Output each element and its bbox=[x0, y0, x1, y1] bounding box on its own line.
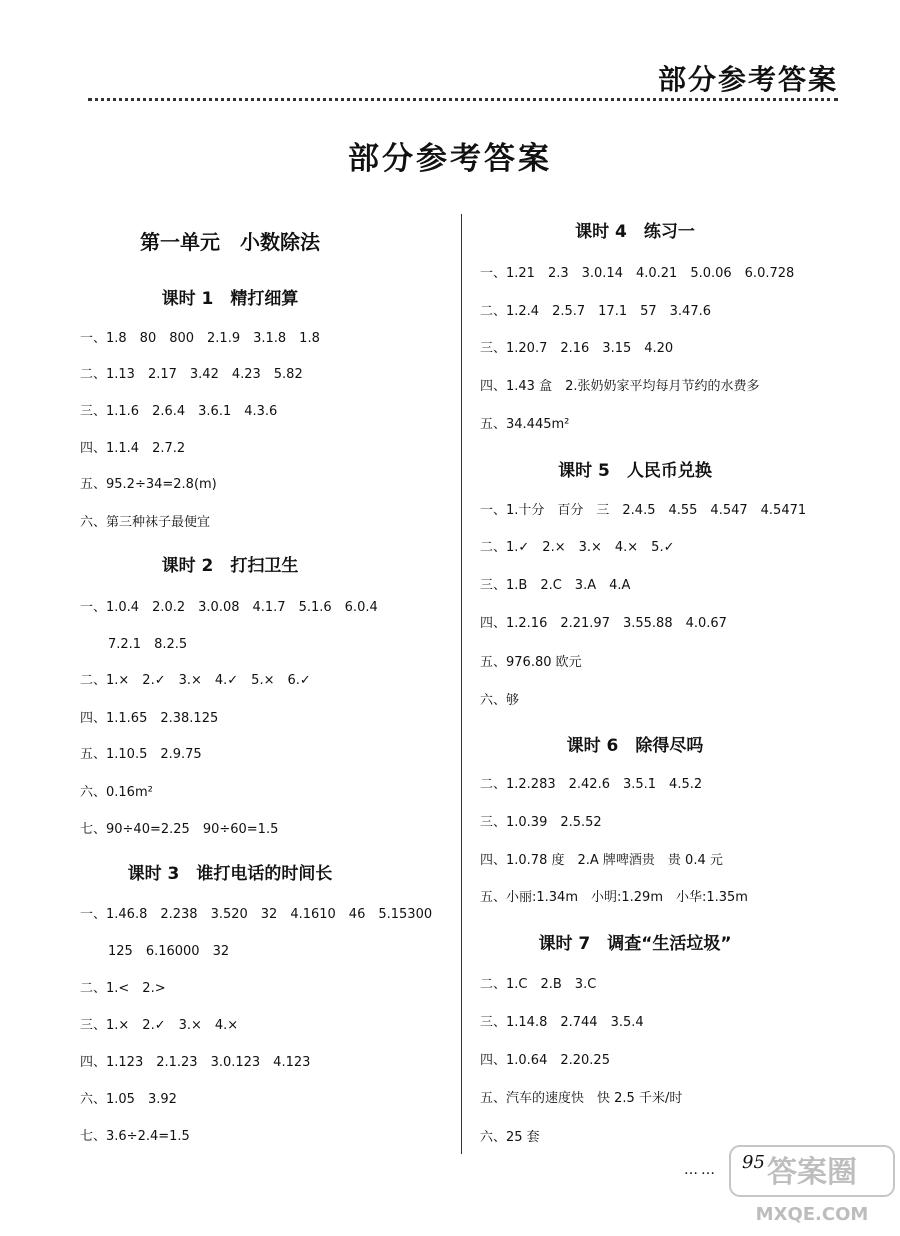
answer-line: 二、1.× 2.✓ 3.× 4.✓ 5.× 6.✓ bbox=[80, 673, 311, 688]
answer-line: 三、1.1.6 2.6.4 3.6.1 4.3.6 bbox=[80, 404, 278, 419]
svg-text:答案圈: 答案圈 bbox=[767, 1155, 857, 1190]
answer-line: 五、95.2÷34=2.8(m) bbox=[80, 477, 217, 492]
answer-line: 四、1.0.78 度 2.A 牌啤酒贵 贵 0.4 元 bbox=[480, 853, 723, 868]
lesson-title: 课时 7 调查“生活垃圾” bbox=[538, 934, 732, 954]
answer-line: 七、3.6÷2.4=1.5 bbox=[80, 1129, 190, 1144]
answer-line: 五、976.80 欧元 bbox=[480, 655, 582, 670]
answer-line: 四、1.1.4 2.7.2 bbox=[80, 441, 186, 456]
answer-line: 二、1.✓ 2.× 3.× 4.× 5.✓ bbox=[480, 540, 675, 555]
answer-line: 一、1.46.8 2.238 3.520 32 4.1610 46 5.15300 bbox=[80, 907, 433, 922]
answer-line: 六、够 bbox=[480, 693, 520, 708]
answer-line: 7.2.1 8.2.5 bbox=[108, 637, 188, 652]
answer-line: 二、1.13 2.17 3.42 4.23 5.82 bbox=[80, 367, 303, 382]
lesson-title: 课时 4 练习一 bbox=[575, 222, 695, 242]
header-title: 部分参考答案 bbox=[657, 63, 838, 96]
answer-line: 六、第三种袜子最便宜 bbox=[80, 515, 211, 530]
answer-line: 三、1.14.8 2.744 3.5.4 bbox=[480, 1015, 644, 1030]
answer-line: 一、1.十分 百分 三 2.4.5 4.55 4.547 4.5471 bbox=[480, 503, 807, 518]
column-divider bbox=[461, 214, 462, 1154]
answer-line: 五、汽车的速度快 快 2.5 千米/时 bbox=[480, 1091, 683, 1106]
answer-line: 六、0.16m² bbox=[80, 785, 153, 800]
answer-line: 二、1.C 2.B 3.C bbox=[480, 977, 597, 992]
answer-line: 五、小丽:1.34m 小明:1.29m 小华:1.35m bbox=[480, 890, 748, 905]
answer-line: 五、1.10.5 2.9.75 bbox=[80, 747, 202, 762]
lesson-title: 课时 3 谁打电话的时间长 bbox=[127, 864, 333, 884]
answer-line: 四、1.43 盒 2.张奶奶家平均每月节约的水费多 bbox=[480, 379, 760, 394]
answer-line: 四、1.2.16 2.21.97 3.55.88 4.0.67 bbox=[480, 616, 727, 631]
answer-line: 二、1.< 2.> bbox=[80, 981, 166, 996]
answer-line: 二、1.2.4 2.5.7 17.1 57 3.47.6 bbox=[480, 304, 711, 319]
answer-line: 125 6.16000 32 bbox=[108, 944, 230, 959]
answer-line: 三、1.20.7 2.16 3.15 4.20 bbox=[480, 341, 674, 356]
answer-line: 四、1.1.65 2.38.125 bbox=[80, 711, 219, 726]
lesson-title: 课时 1 精打细算 bbox=[161, 289, 299, 309]
svg-text:MXQE.COM: MXQE.COM bbox=[755, 1204, 869, 1225]
answer-line: 一、1.8 80 800 2.1.9 3.1.8 1.8 bbox=[80, 331, 320, 346]
page-title: 部分参考答案 bbox=[348, 141, 552, 177]
answer-line: 五、34.445m² bbox=[480, 417, 570, 432]
answer-line: 七、90÷40=2.25 90÷60=1.5 bbox=[80, 822, 279, 837]
answer-line: 三、1.B 2.C 3.A 4.A bbox=[480, 578, 631, 593]
answer-line: 四、1.0.64 2.20.25 bbox=[480, 1053, 610, 1068]
unit-title: 第一单元 小数除法 bbox=[140, 230, 320, 254]
answer-line: 一、1.21 2.3 3.0.14 4.0.21 5.0.06 6.0.728 bbox=[480, 266, 795, 281]
page-number: 95 bbox=[742, 1152, 765, 1173]
answer-line: 一、1.0.4 2.0.2 3.0.08 4.1.7 5.1.6 6.0.4 bbox=[80, 600, 378, 615]
answer-line: 六、25 套 bbox=[480, 1130, 540, 1145]
lesson-title: 课时 2 打扫卫生 bbox=[161, 556, 299, 576]
answer-line: 三、1.0.39 2.5.52 bbox=[480, 815, 602, 830]
answer-line: 三、1.× 2.✓ 3.× 4.× bbox=[80, 1018, 239, 1033]
answer-line: 四、1.123 2.1.23 3.0.123 4.123 bbox=[80, 1055, 311, 1070]
lesson-title: 课时 5 人民币兑换 bbox=[558, 461, 712, 481]
header-dotted-rule bbox=[88, 98, 838, 101]
lesson-title: 课时 6 除得尽吗 bbox=[566, 736, 704, 756]
watermark-logo bbox=[724, 1140, 900, 1230]
answer-line: 六、1.05 3.92 bbox=[80, 1092, 177, 1107]
page-number-dots: …… bbox=[684, 1162, 718, 1178]
answer-line: 二、1.2.28̇3 2.42.6̇ 3.5.1̇ 4.5.2̇ bbox=[480, 777, 703, 792]
